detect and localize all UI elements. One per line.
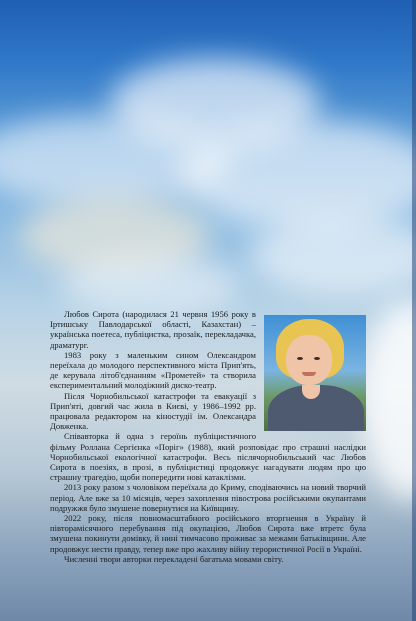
bio-paragraph-7: Численні твори авторки перекладені багатьма мовами світу. [64, 553, 284, 564]
photo-eye [314, 357, 320, 360]
photo-mouth [302, 372, 316, 376]
bio-paragraph-6: 2022 року, після повномасштабного російського вторгнення в Україну й півторамісячного перебування під окупацією, Любов Сирота вже втретє була змушена покинути домівку, й нині тимчасово проживає за межами батьківщини. Але продовжує нести правду, тепер вже про жахливу війну терористичної Росії в Україні. [50, 513, 366, 554]
cloud [360, 300, 416, 500]
bio-paragraph-5: 2013 року разом з чоловіком переїхала до Криму, сподіваючись на новий творчий період. Але вже за 10 місяців, через захоплення півострова російськими окупантами подружжя було змушене повернутися на Київщину. [50, 482, 366, 513]
bio-paragraph-3: Після Чорнобильської катастрофи та евакуації з Прип'яті, довгий час жила в Києві, у 1986–1992 рр. працювала редактором на кіностудії ім. Олександра Довженка. [50, 390, 256, 432]
cloud [60, 255, 240, 315]
photo-face [286, 335, 332, 385]
bio-paragraph-2: 1983 року з маленьким сином Олександром переїхала до молодого перспективного міста Прип'ять, де керувала літоб'єднанням «Прометей» та створила експериментальний молодіжний диско-театр. [50, 349, 256, 391]
cloud [250, 215, 416, 295]
author-bio [50, 309, 366, 564]
photo-eye [297, 357, 303, 360]
spine-edge [412, 0, 416, 621]
bio-paragraph-1: Любов Сирота (народилася 21 червня 1956 року в Іртишську Павлодарської області, Казахстан) – українська поетеса, публіцистка, прозаїк, перекладачка, драматург. [50, 309, 256, 350]
author-photo [264, 315, 366, 431]
bio-paragraph-4: Співавторка й одна з героїнь публіцистичного фільму Роллана Сергієнка «Поріг» (1988), який розповідає про страшні наслідки Чорнобильської екологічної катастрофи. Весь післячорнобильський час Любов Сирота в поезіях, в прозі, в публіцистиці продовжує нагадувати людям про цю страшну трагедію, щоби попередити нові катаклізми. [50, 431, 366, 483]
cloud [180, 120, 416, 230]
